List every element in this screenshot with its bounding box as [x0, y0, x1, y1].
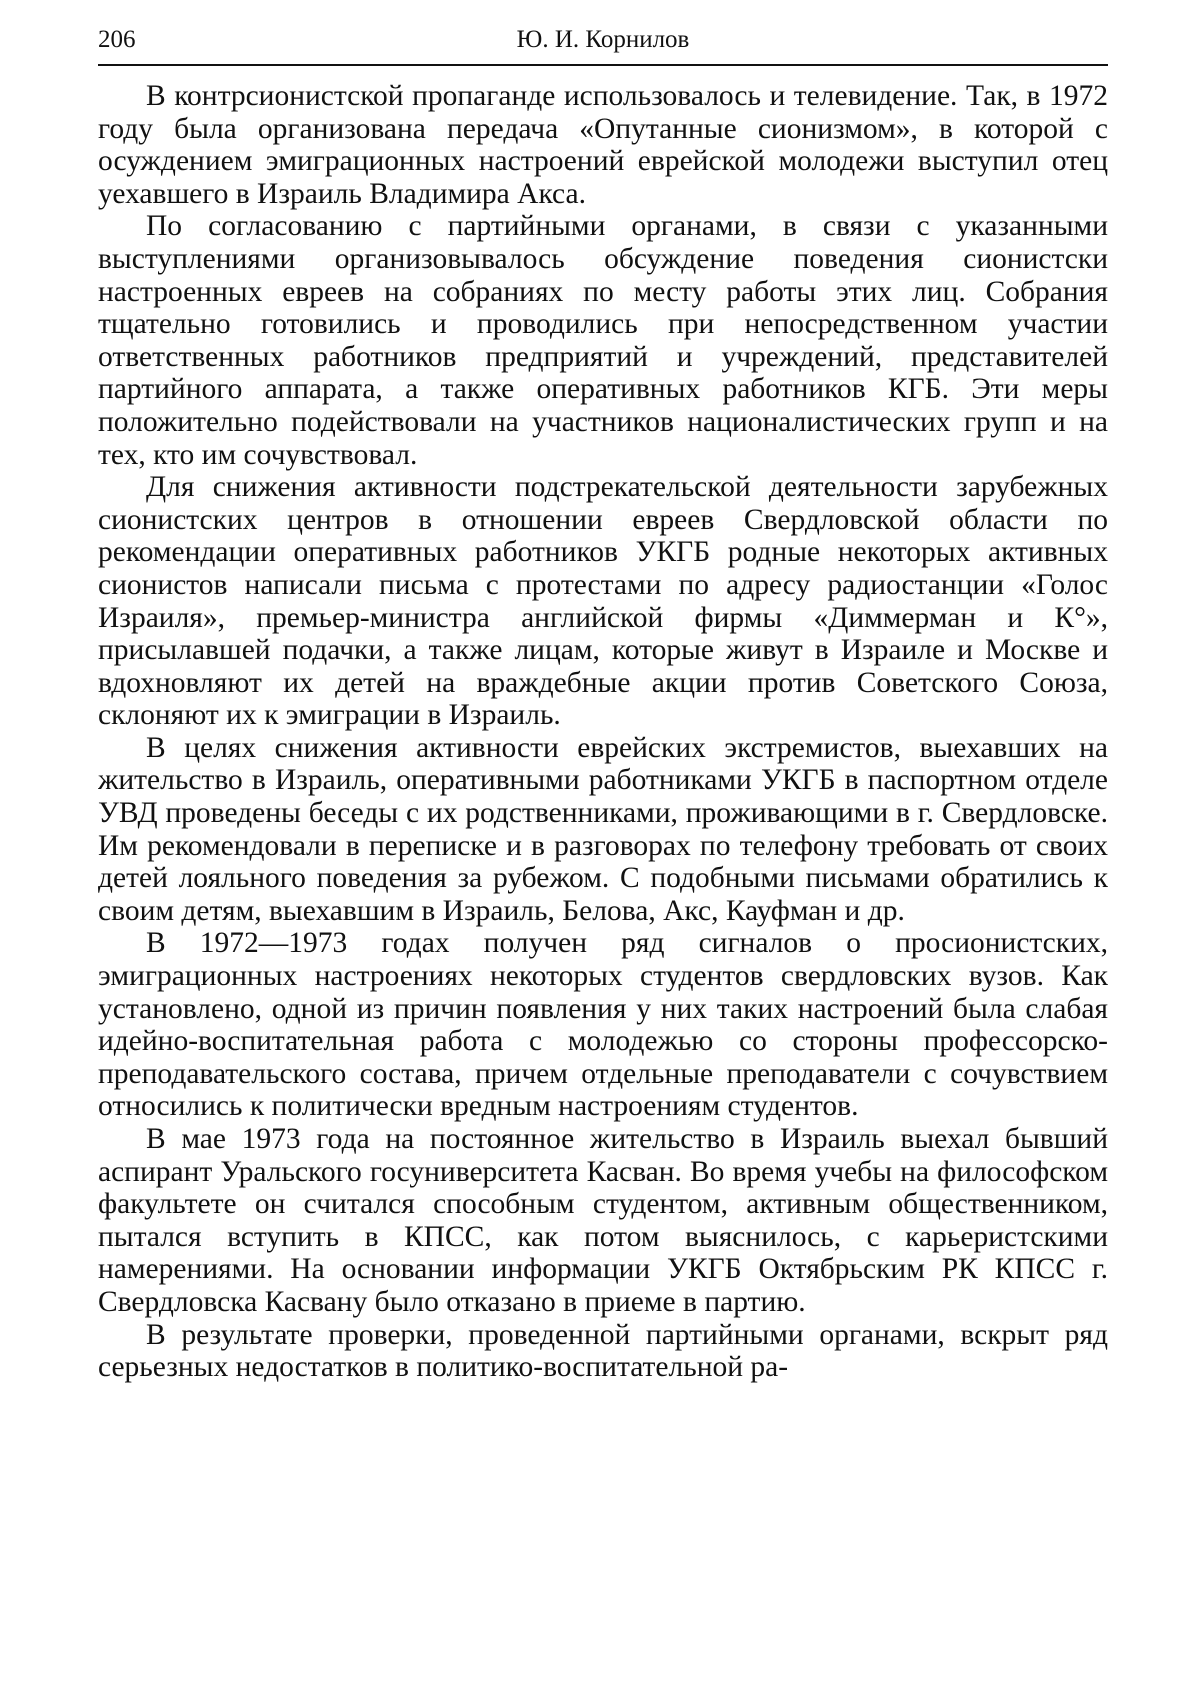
paragraph-inspection-results: В результате проверки, проведенной партийными органами, вскрыт ряд серьезных недостатков в политико-воспитательной ра- [98, 1318, 1108, 1384]
page-number: 206 [98, 26, 136, 53]
paragraph-student-moods: В 1972—1973 годах получен ряд сигналов о просионистских, эмиграционных настроениях некоторых студентов свердловских вузов. Как установлено, одной из причин появления у них таких настроений была слабая идейно-воспитательная работа с молодежью со стороны профессорско-преподавательского состава, причем отдельные преподаватели с сочувствием относились к политически вредным настроениям студентов. [98, 927, 1108, 1123]
paragraph-kasvan-case: В мае 1973 года на постоянное жительство в Израиль выехал бывший аспирант Уральского госуниверситета Касван. Во время учебы на философском факультете он считался способным студентом, активным общественником, пытался вступить в КПСС, как потом выяснилось, с карьеристскими намерениями. На основании информации УКГБ Октябрьским РК КПСС г. Свердловска Касвану было отказано в приеме в партию. [98, 1123, 1108, 1318]
header-rule [98, 64, 1108, 66]
paragraph-relatives-conversations: В целях снижения активности еврейских экстремистов, выехавших на жительство в Израиль, оперативными работниками УКГБ в паспортном отделе УВД проведены беседы с их родственниками, проживающими в г. Свердловске. Им рекомендовали в переписке и в разговорах по телефону требовать от своих детей лояльного поведения за рубежом. С подобными письмами обратились к своим детям, выехавшим в Израиль, Белова, Акс, Кауфман и др. [98, 731, 1108, 927]
body-text [98, 80, 1108, 1384]
running-title: Ю. И. Корнилов [516, 26, 690, 53]
book-page [98, 18, 1108, 1658]
running-head [98, 18, 1108, 62]
paragraph-television-propaganda: В контрсионистской пропаганде использовалось и телевидение. Так, в 1972 году была организована передача «Опутанные сионизмом», в которой с осуждением эмиграционных настроений еврейской молодежи выступил отец уехавшего в Израиль Владимира Акса. [98, 80, 1108, 210]
paragraph-protest-letters: Для снижения активности подстрекательской деятельности зарубежных сионистских центров в отношении евреев Свердловской области по рекомендации оперативных работников УКГБ родные некоторых активных сионистов написали письма с протестами по адресу радиостанции «Голос Израиля», премьер-министра английской фирмы «Диммерман и К°», присылавшей подачки, а также лицам, которые живут в Израиле и Москве и вдохновляют их детей на враждебные акции против Советского Союза, склоняют их к эмиграции в Израиль. [98, 471, 1108, 732]
paragraph-meetings-discussion: По согласованию с партийными органами, в связи с указанными выступлениями организовывалось обсуждение поведения сионистски настроенных евреев на собраниях по месту работы этих лиц. Собрания тщательно готовились и проводились при непосредственном участии ответственных работников предприятий и учреждений, представителей партийного аппарата, а также оперативных работников КГБ. Эти меры положительно подействовали на участников националистических групп и на тех, кто им сочувствовал. [98, 210, 1108, 471]
